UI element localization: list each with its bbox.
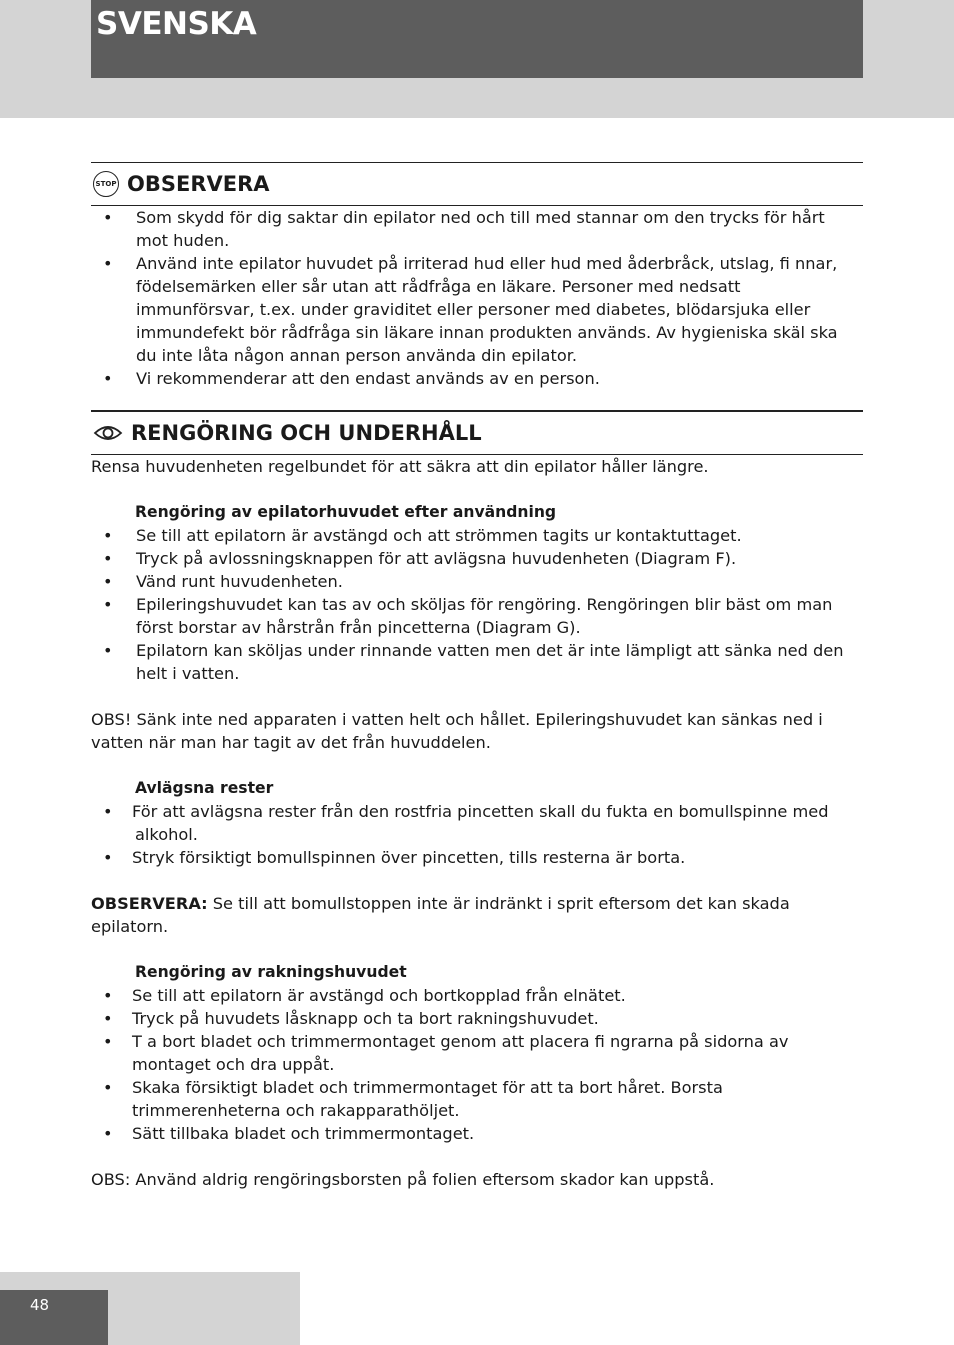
list-item: • Sätt tillbaka bladet och trimmermontaget.	[91, 1122, 863, 1145]
main-content	[91, 162, 863, 1191]
list-item: • Tryck på huvudets låsknapp och ta bort rakningshuvudet.	[91, 1007, 863, 1030]
residue-list	[91, 800, 863, 869]
list-item: • Epileringshuvudet kan tas av och sköljas för rengöring. Rengöringen blir bäst om man först borstar av hårstrån från pincetterna (Diagram G).	[91, 593, 863, 639]
list-item: • Epilatorn kan sköljas under rinnande vatten men det är inte lämpligt att sänka ned den helt i vatten.	[91, 639, 863, 685]
page-number-box	[0, 1290, 108, 1345]
subheading-epilator-head: Rengöring av epilatorhuvudet efter användning	[135, 503, 557, 521]
subheading-remove-residue: Avlägsna rester	[135, 779, 274, 797]
observera-list	[91, 206, 863, 390]
subheading-shaver-head: Rengöring av rakningshuvudet	[135, 963, 407, 981]
epilator-head-list	[91, 524, 863, 685]
list-item: • Vänd runt huvudenheten.	[91, 570, 863, 593]
list-item: • Tryck på avlossningsknappen för att avlägsna huvudenheten (Diagram F).	[91, 547, 863, 570]
page-title: SVENSKA	[96, 6, 257, 42]
obs-note-water: OBS! Sänk inte ned apparaten i vatten helt och hållet. Epileringshuvudet kan sänkas ned i vatten när man har tagit av det från huvuddelen.	[91, 710, 823, 752]
list-item: • Stryk försiktigt bomullspinnen över pincetten, tills resterna är borta.	[91, 846, 863, 869]
list-item: • Se till att epilatorn är avstängd och att strömmen tagits ur kontaktuttaget.	[91, 524, 863, 547]
observera-heading-row	[91, 162, 863, 206]
eye-icon	[93, 423, 123, 443]
list-item: • Vi rekommenderar att den endast används av en person.	[91, 367, 863, 390]
cleaning-heading: RENGÖRING OCH UNDERHÅLL	[131, 421, 482, 445]
list-item: • Skaka försiktigt bladet och trimmermontaget för att ta bort håret. Borsta trimmerenheterna och rakapparathöljet.	[91, 1076, 863, 1122]
list-item: • Använd inte epilator huvudet på irriterad hud eller hud med åderbråck, utslag, fi nnar, födelsemärken eller sår utan att rådfråga en läkare. Personer med nedsatt immunförsvar, t.ex. under graviditet eller personer med diabetes, blödarsjuka eller immundefekt bör rådfråga sin läkare innan produkten används. Av hygieniska skäl ska du inte låta någon annan person använda din epilator.	[91, 252, 863, 367]
obs-note-brush: OBS: Använd aldrig rengöringsborsten på folien eftersom skador kan uppstå.	[91, 1170, 715, 1189]
observera-label: OBSERVERA:	[91, 894, 208, 913]
page-number: 48	[30, 1296, 50, 1314]
shaver-head-list	[91, 984, 863, 1145]
observera-heading: OBSERVERA	[127, 172, 270, 196]
observera-note-alcohol: OBSERVERA: Se till att bomullstoppen inte är indränkt i sprit eftersom det kan skada epilatorn.	[91, 894, 790, 936]
language-title-bar	[91, 0, 863, 78]
cleaning-heading-row	[91, 410, 863, 455]
list-item: • T a bort bladet och trimmermontaget genom att placera fi ngrarna på sidorna av montaget och dra uppåt.	[91, 1030, 863, 1076]
list-item: • Som skydd för dig saktar din epilator ned och till med stannar om den trycks för hårt mot huden.	[91, 206, 863, 252]
cleaning-intro: Rensa huvudenheten regelbundet för att säkra att din epilator håller längre.	[91, 457, 709, 476]
list-item: • För att avlägsna rester från den rostfria pincetten skall du fukta en bomullspinne med alkohol.	[91, 800, 863, 846]
stop-icon: STOP	[93, 171, 119, 197]
list-item: • Se till att epilatorn är avstängd och bortkopplad från elnätet.	[91, 984, 863, 1007]
